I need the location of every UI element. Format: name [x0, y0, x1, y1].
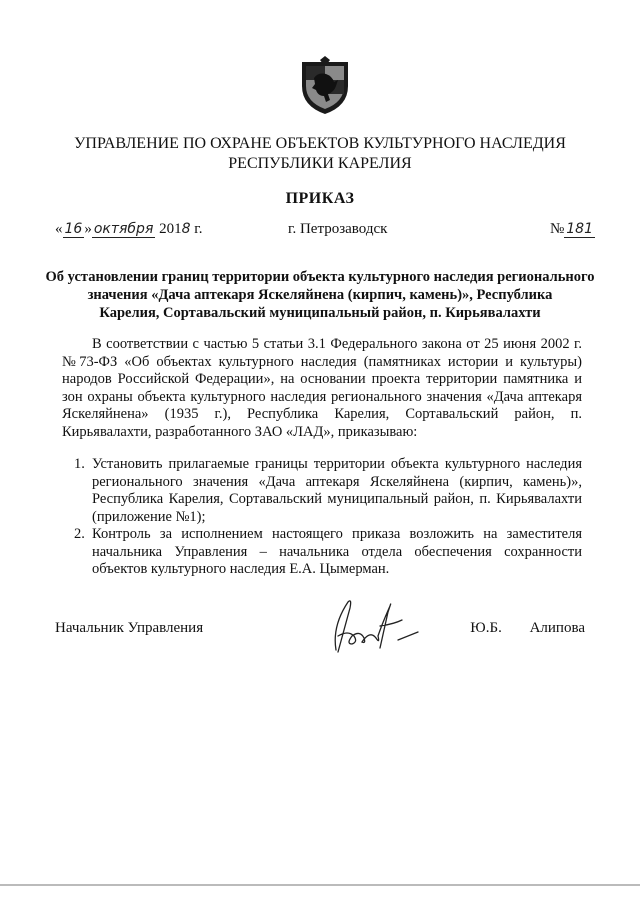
date-year-prefix: 201 [159, 221, 182, 237]
date-day: 16 [64, 221, 83, 237]
number-value: 181 [566, 221, 593, 237]
document-date [55, 221, 203, 238]
document-type: ПРИКАЗ [285, 190, 355, 207]
signature-icon [318, 596, 428, 660]
organization-header [40, 134, 600, 174]
coat-of-arms-icon [298, 56, 352, 116]
document-number [550, 221, 595, 238]
list-item-text: Контроль за исполнением настоящего приказа возложить на заместителя начальника Управления – начальника отдела обеспечения сохранности объектов культурного наследия Е.А. Цымерман. [92, 526, 582, 577]
date-month: октября [93, 221, 154, 237]
title-line-2: значения «Дача аптекаря Яскеляйнена (кирпич, камень)», Республика [87, 287, 553, 303]
date-close-quote: » [84, 221, 92, 237]
date-line [55, 217, 595, 241]
title-line-1: Об установлении границ территории объекта культурного наследия регионального [45, 269, 595, 285]
date-open-quote: « [55, 221, 63, 237]
list-item-number: 1. [74, 456, 85, 472]
page-bottom-edge [0, 884, 640, 886]
document-title [40, 268, 600, 322]
signatory-position: Начальник Управления [55, 620, 204, 636]
number-label: № [549, 221, 565, 237]
list-item [62, 526, 582, 579]
signatory-name: Ю.Б. Алипова [470, 620, 585, 636]
list-item-text: Установить прилагаемые границы территории объекта культурного наследия регионального значения «Дача аптекаря Яскеляйнена (кирпич, камень)», Республика Карелия, Сортавальский муниципальный район, п. Кирьявалахти (приложение №1); [92, 456, 582, 525]
document-city: г. Петрозаводск [288, 221, 388, 237]
org-line-1: УПРАВЛЕНИЕ ПО ОХРАНЕ ОБЪЕКТОВ КУЛЬТУРНОГО НАСЛЕДИЯ [74, 135, 566, 152]
date-year-digit: 8 [181, 221, 191, 237]
title-line-3: Карелия, Сортавальский муниципальный район, п. Кирьявалахти [99, 305, 541, 321]
org-line-2: РЕСПУБЛИКИ КАРЕЛИЯ [228, 155, 412, 172]
date-year-suffix: г. [190, 221, 203, 237]
order-items-list [62, 456, 582, 579]
preamble-paragraph: В соответствии с частью 5 статьи 3.1 Федерального закона от 25 июня 2002 г. №73-ФЗ «Об объектах культурного наследия (памятниках истории и культуры) народов Российской Федерации», на основании проекта территории памятника и зон охраны объекта культурного наследия регионального значения «Дача аптекаря Яскеляйнена» (1935 г.), Республика Карелия, Сортавальский район, п. Кирьявалахти, разработанного ЗАО «ЛАД», приказываю: [62, 336, 582, 440]
list-item-number: 2. [74, 526, 85, 542]
list-item [62, 456, 582, 526]
